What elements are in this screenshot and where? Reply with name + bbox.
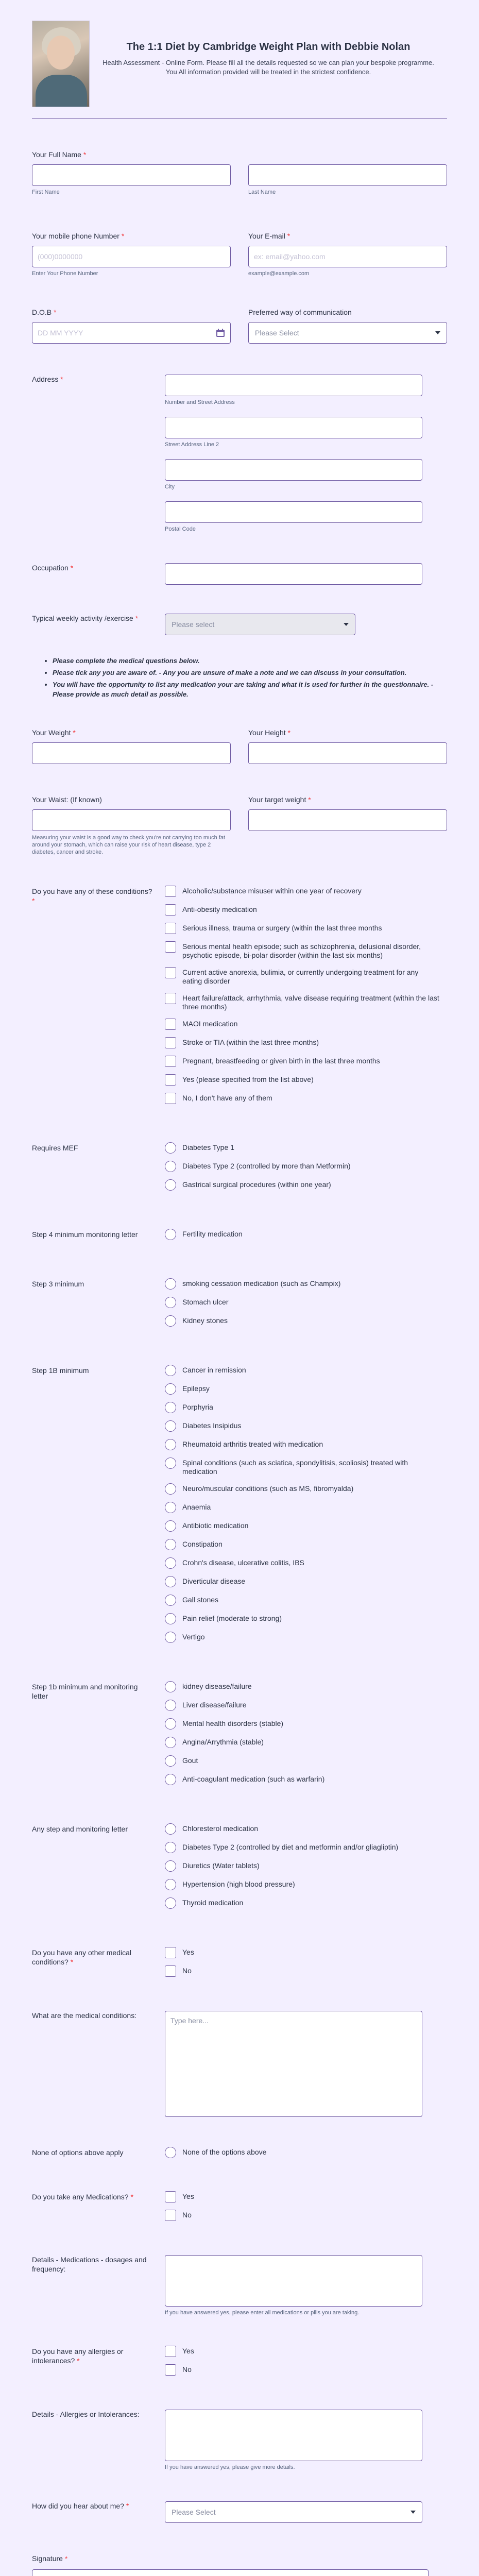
radio-button[interactable] <box>165 1823 176 1835</box>
checkbox[interactable] <box>165 886 176 897</box>
meds-no[interactable]: No <box>165 2211 447 2221</box>
radio-button[interactable] <box>165 1402 176 1413</box>
email-sublabel: example@example.com <box>248 270 310 277</box>
step3-option[interactable]: Kidney stones <box>165 1316 447 1327</box>
radio-button[interactable] <box>165 1365 176 1376</box>
conditions-label: Do you have any of these conditions? <box>32 887 152 895</box>
step1b-label: Step 1B minimum <box>32 1366 89 1375</box>
radio-button[interactable] <box>165 1557 176 1569</box>
condition-option[interactable]: Current active anorexia, bulimia, or currently undergoing treatment for any eating disorder <box>165 968 447 986</box>
street-address-sublabel: Number and Street Address <box>165 399 235 405</box>
anystep-option[interactable]: Diabetes Type 2 (controlled by diet and metformin and/or gliagliptin) <box>165 1843 447 1853</box>
none-option[interactable]: None of the options above <box>165 2148 447 2158</box>
anystep-option[interactable]: Thyroid medication <box>165 1899 447 1909</box>
occupation-label: Occupation <box>32 564 69 572</box>
step1b2-option[interactable]: Liver disease/failure <box>165 1701 447 1711</box>
radio-button[interactable] <box>165 1297 176 1308</box>
condition-option[interactable]: Yes (please specified from the list above) <box>165 1075 447 1086</box>
chevron-down-icon <box>344 623 349 626</box>
radio-button[interactable] <box>165 1229 176 1240</box>
step1b2-option[interactable]: Anti-coagulant medication (such as warfarin) <box>165 1775 447 1785</box>
dob-placeholder: DD MM YYYY <box>38 329 83 337</box>
hear-placeholder: Please Select <box>172 2508 216 2516</box>
radio-button[interactable] <box>165 1315 176 1327</box>
radio-button[interactable] <box>165 2147 176 2158</box>
allergies-label: Do you have any allergies or intolerances? <box>32 2347 124 2365</box>
radio-button[interactable] <box>165 1613 176 1624</box>
step1b2-option[interactable]: Gout <box>165 1756 447 1767</box>
full-name-section <box>32 150 447 195</box>
radio-button[interactable] <box>165 1539 176 1550</box>
radio-button[interactable] <box>165 1161 176 1172</box>
meddetails-label: Details - Medications - dosages and frequency: <box>32 2256 147 2273</box>
step4-option[interactable]: Fertility medication <box>165 1230 447 1240</box>
step3-option[interactable]: smoking cessation medication (such as Champix) <box>165 1279 447 1290</box>
radio-button[interactable] <box>165 1737 176 1748</box>
anystep-option[interactable]: Hypertension (high blood pressure) <box>165 1880 447 1890</box>
checkbox[interactable] <box>165 1056 176 1067</box>
address-label: Address <box>32 375 59 383</box>
waist-label: Your Waist: (If known) <box>32 795 102 804</box>
header-text <box>90 21 447 77</box>
mef-option[interactable]: Diabetes Type 2 (controlled by more than Metformin) <box>165 1162 447 1172</box>
othercond-yes[interactable]: Yes <box>165 1948 447 1958</box>
checkbox[interactable] <box>165 941 176 953</box>
radio-button[interactable] <box>165 1483 176 1495</box>
step1b-option[interactable]: Epilepsy <box>165 1384 447 1395</box>
city-input[interactable] <box>165 459 422 481</box>
activity-placeholder: Please select <box>172 620 215 629</box>
step1b-option[interactable]: Cancer in remission <box>165 1366 447 1376</box>
height-label: Your Height <box>248 728 286 737</box>
comm-select[interactable] <box>248 322 447 344</box>
form-header <box>32 0 447 119</box>
radio-button[interactable] <box>165 1718 176 1730</box>
meds-yes[interactable]: Yes <box>165 2192 447 2202</box>
step1b-option[interactable]: Constipation <box>165 1540 447 1550</box>
allergydetails-label: Details - Allergies or Intolerances: <box>32 2410 140 2418</box>
step1b-option[interactable]: Rheumatoid arthritis treated with medication <box>165 1440 447 1450</box>
dob-label: D.O.B <box>32 308 52 316</box>
profile-photo <box>32 21 90 107</box>
height-input[interactable] <box>248 742 447 764</box>
meds-label: Do you take any Medications? <box>32 2193 129 2201</box>
step1b-option[interactable]: Pain relief (moderate to strong) <box>165 1614 447 1624</box>
condition-option[interactable]: Serious illness, trauma or surgery (within the last three months <box>165 924 447 934</box>
condition-option[interactable]: Serious mental health episode; such as schizophrenia, delusional disorder, psychotic episode, bi-polar disorder (within the last six months) <box>165 942 447 960</box>
chevron-down-icon <box>435 331 440 334</box>
street-address-input[interactable] <box>165 375 422 396</box>
mef-label: Requires MEF <box>32 1144 78 1152</box>
first-name-sublabel: First Name <box>32 189 60 195</box>
form-title: The 1:1 Diet by Cambridge Weight Plan with Debbie Nolan <box>126 41 410 53</box>
checkbox[interactable] <box>165 1093 176 1104</box>
radio-button[interactable] <box>165 1439 176 1450</box>
meddetails-hint: If you have answered yes, please enter all medications or pills you are taking. <box>165 2310 360 2316</box>
radio-button[interactable] <box>165 1576 176 1587</box>
radio-button[interactable] <box>165 1142 176 1154</box>
step1b-option[interactable]: Antibiotic medication <box>165 1521 447 1532</box>
checkbox[interactable] <box>165 1965 176 1977</box>
phone-label: Your mobile phone Number <box>32 232 119 240</box>
allergies-yes[interactable]: Yes <box>165 2347 447 2357</box>
radio-button[interactable] <box>165 1774 176 1785</box>
note-item: • You will have the opportunity to list any medication your are taking and what it is used for further in the questionnaire. - Please provide as much detail as possible. <box>53 680 447 699</box>
radio-button[interactable] <box>165 1502 176 1513</box>
checkbox[interactable] <box>165 2191 176 2202</box>
weight-label: Your Weight <box>32 728 71 737</box>
step1b-option[interactable]: Vertigo <box>165 1633 447 1643</box>
step1b-option[interactable]: Spinal conditions (such as sciatica, spondylitisis, scoliosis) treated with medication <box>165 1459 447 1476</box>
last-name-sublabel: Last Name <box>248 189 276 195</box>
checkbox[interactable] <box>165 1074 176 1086</box>
step4-label: Step 4 minimum monitoring letter <box>32 1230 138 1239</box>
radio-button[interactable] <box>165 1383 176 1395</box>
chevron-down-icon <box>410 2511 416 2514</box>
checkbox[interactable] <box>165 1947 176 1958</box>
required-star: * <box>83 150 87 159</box>
step1b-option[interactable]: Neuro/muscular conditions (such as MS, fibromyalda) <box>165 1484 447 1495</box>
medcond-label: What are the medical conditions: <box>32 2011 137 2020</box>
comm-label: Preferred way of communication <box>248 308 352 316</box>
condition-option[interactable]: Stroke or TIA (within the last three months) <box>165 1038 447 1048</box>
condition-option[interactable]: Pregnant, breastfeeding or given birth in the last three months <box>165 1057 447 1067</box>
condition-option[interactable]: Heart failure/attack, arrhythmia, valve disease requiring treatment (within the last three months) <box>165 994 447 1011</box>
phone-sublabel: Enter Your Phone Number <box>32 270 98 277</box>
signature-section: Signature * <box>32 2554 447 2576</box>
medication-details-textarea[interactable] <box>165 2255 422 2307</box>
last-name-input[interactable] <box>248 164 447 186</box>
radio-button[interactable] <box>165 1700 176 1711</box>
condition-option[interactable]: Alcoholic/substance misuser within one year of recovery <box>165 887 447 897</box>
none-label: None of options above apply <box>32 2148 124 2157</box>
hear-label: How did you hear about me? <box>32 2502 124 2510</box>
radio-button[interactable] <box>165 1897 176 1909</box>
step1b2-option[interactable]: Mental health disorders (stable) <box>165 1719 447 1730</box>
conditions-options <box>165 887 447 1112</box>
target-label: Your target weight <box>248 795 306 804</box>
occupation-input[interactable] <box>165 563 422 585</box>
allergy-details-textarea[interactable] <box>165 2410 422 2461</box>
radio-button[interactable] <box>165 1632 176 1643</box>
radio-button[interactable] <box>165 1520 176 1532</box>
hear-select[interactable] <box>165 2501 422 2523</box>
anystep-option[interactable]: Diuretics (Water tablets) <box>165 1861 447 1872</box>
step1b-option[interactable]: Anaemia <box>165 1503 447 1513</box>
radio-button[interactable] <box>165 1458 176 1469</box>
weight-input[interactable] <box>32 742 231 764</box>
email-input[interactable]: ex: email@yahoo.com <box>248 246 447 267</box>
phone-input[interactable]: (000)0000000 <box>32 246 231 267</box>
checkbox[interactable] <box>165 2364 176 2376</box>
full-name-label: Your Full Name <box>32 150 81 159</box>
checkbox[interactable] <box>165 2346 176 2357</box>
condition-option[interactable]: Anti-obesity medication <box>165 905 447 916</box>
step1b-option[interactable]: Diabetes Insipidus <box>165 1421 447 1432</box>
first-name-input[interactable] <box>32 164 231 186</box>
postal-code-sublabel: Postal Code <box>165 526 196 532</box>
waist-input[interactable] <box>32 809 231 831</box>
step1b2-label: Step 1b minimum and monitoring letter <box>32 1683 138 1700</box>
radio-button[interactable] <box>165 1681 176 1692</box>
medical-conditions-textarea[interactable]: Type here... <box>165 2011 422 2117</box>
condition-option[interactable]: MAOI medication <box>165 1020 447 1030</box>
target-weight-input[interactable] <box>248 809 447 831</box>
address-line2-sublabel: Street Address Line 2 <box>165 442 219 448</box>
step1b-option[interactable]: Crohn's disease, ulcerative colitis, IBS <box>165 1558 447 1569</box>
allergydetails-hint: If you have answered yes, please give more details. <box>165 2464 295 2470</box>
radio-button[interactable] <box>165 1420 176 1432</box>
step1b-option[interactable]: Diverticular disease <box>165 1577 447 1587</box>
email-label: Your E-mail <box>248 232 285 240</box>
checkbox[interactable] <box>165 1037 176 1048</box>
waist-hint: Measuring your waist is a good way to check you're not carrying too much fat around your stomach, which can raise your risk of heart disease, type 2 diabetes, cancer and stroke. <box>32 835 226 855</box>
comm-placeholder: Please Select <box>255 329 299 337</box>
step1b-option[interactable]: Porphyria <box>165 1403 447 1413</box>
radio-button[interactable] <box>165 1842 176 1853</box>
radio-button[interactable] <box>165 1595 176 1606</box>
city-sublabel: City <box>165 484 175 490</box>
radio-button[interactable] <box>165 1860 176 1872</box>
checkbox[interactable] <box>165 1019 176 1030</box>
postal-code-input[interactable] <box>165 501 422 523</box>
signature-pad[interactable] <box>32 2569 429 2576</box>
step3-option[interactable]: Stomach ulcer <box>165 1298 447 1308</box>
activity-label: Typical weekly activity /exercise <box>32 614 133 622</box>
step1b2-option[interactable]: Angina/Arrythmia (stable) <box>165 1738 447 1748</box>
step1b2-option[interactable]: kidney disease/failure <box>165 1682 447 1692</box>
form: The 1:1 Diet by Cambridge Weight Plan with Debbie Nolan Health Assessment - Online Form. Please fill all the details requested so we can plan your bespoke programme. You All information provided will be treated in the strictest confidence. Your Full Name * First Name Last Name Your mobile phone Number * (000)0000000 Enter Your Phone Number Your E-mail * ex: email@yahoo.com example@example.com D.O.B * DD MM YYYY Preferred way of communication Please Select Address * Number and Street Address Street Address Line 2 City Postal Code Occupation * Typical weekly activity /exercise * Please select • Please complete the medical questions below. • Please tick any you are aware of. - Any you are unsure of make a note and we can discuss in your consultation. • You will have the opportunity to list any medication your are taking and what it is used for further in the questionnaire. - Please provide as much detail as possible. Your Weight * Your Height * Your Waist: (If known) Measuring your waist is a good way to check you're not carrying too much fat around your stomach, which can raise your risk of heart disease, type 2 diabetes, cancer and stroke. Your target weight * Do you have any of these conditions? * Alcoholic/substance misuser within one year of recovery Anti-obesity medication Serious illness, trauma or surgery (within the last three months Serious mental health episode; such as schizophrenia, delusional disorder, psychotic episode, bi-polar disorder (within the last six months) Current active anorexia, bulimia, or currently undergoing treatment for any eating disorder Heart failure/attack, arrhythmia, valve disease requiring treatment (within the last three months) MAOI medication Stroke or TIA (within the last three months) Pregnant, breastfeeding or given birth in the last three months Yes (please specified from the list above) No, I don't have any of them Requires MEF Diabetes Type 1 Diabetes Type 2 (controlled by more than Metformin) Gastrical surgical procedures (within one year) Step 4 minimum monitoring letter Fertility medication Step 3 minimum smoking cessation medication (such as Champix) Stomach ulcer Kidney stones Step 1B minimum Cancer in remission Epilepsy Porphyria Diabetes Insipidus Rheumatoid arthritis treated with medication Spinal conditions (such as sciatica, spondylitisis, scoliosis) treated with medication Neuro/muscular conditions (such as MS, fibromyalda) Anaemia Antibiotic medication Constipation Crohn's disease, ulcerative colitis, IBS Diverticular disease Gall stones Pain relief (moderate to strong) Vertigo Step 1b minimum and monitoring letter kidney disease/failure Liver disease/failure Mental health disorders (stable) Angina/Arrythmia (stable) Gout Anti-coagulant medication (such as warfarin) Any step and monitoring letter Chloresterol medication Diabetes Type 2 (controlled by diet and metformin and/or gliagliptin) Diuretics (Water tablets) Hypertension (high blood pressure) Thyroid medication Do you have any other medical conditions? * Yes No What are the medical conditions: Type here... None of options above apply None of the options above Do you take any Medications? * Yes No Details - Medications - dosages and frequency: If you have answered yes, please enter all medications or pills you are taking. Do you have any allergies or intolerances? * Yes No Details - Allergies or Intolerances: If you have answered yes, please give more details. How did you hear about me? * Please Select Signature * <box>0 0 479 2576</box>
activity-select[interactable] <box>165 614 355 635</box>
checkbox[interactable] <box>165 2210 176 2221</box>
checkbox[interactable] <box>165 967 176 978</box>
radio-button[interactable] <box>165 1879 176 1890</box>
address-line2-input[interactable] <box>165 417 422 438</box>
condition-option[interactable]: No, I don't have any of them <box>165 1094 447 1104</box>
step3-label: Step 3 minimum <box>32 1280 84 1288</box>
step1b-option[interactable]: Gall stones <box>165 1596 447 1606</box>
radio-button[interactable] <box>165 1179 176 1191</box>
note-item: • Please complete the medical questions below. <box>53 656 447 666</box>
form-subtitle: Health Assessment - Online Form. Please fill all the details requested so we can plan your bespoke programme. You All information provided will be treated in the strictest confidence. <box>102 59 434 76</box>
mef-option[interactable]: Gastrical surgical procedures (within one year) <box>165 1180 447 1191</box>
checkbox[interactable] <box>165 993 176 1004</box>
anystep-option[interactable]: Chloresterol medication <box>165 1824 447 1835</box>
medical-notes <box>53 656 447 699</box>
checkbox[interactable] <box>165 904 176 916</box>
calendar-icon[interactable] <box>216 328 225 337</box>
radio-button[interactable] <box>165 1278 176 1290</box>
allergies-no[interactable]: No <box>165 2365 447 2376</box>
radio-button[interactable] <box>165 1755 176 1767</box>
note-item: • Please tick any you are aware of. - Any you are unsure of make a note and we can discuss in your consultation. <box>53 668 447 677</box>
signature-label: Signature <box>32 2554 63 2563</box>
othercond-label: Do you have any other medical conditions? <box>32 1948 131 1966</box>
mef-option[interactable]: Diabetes Type 1 <box>165 1143 447 1154</box>
othercond-no[interactable]: No <box>165 1967 447 1977</box>
dob-input[interactable] <box>32 322 231 344</box>
checkbox[interactable] <box>165 923 176 934</box>
anystep-label: Any step and monitoring letter <box>32 1825 128 1833</box>
